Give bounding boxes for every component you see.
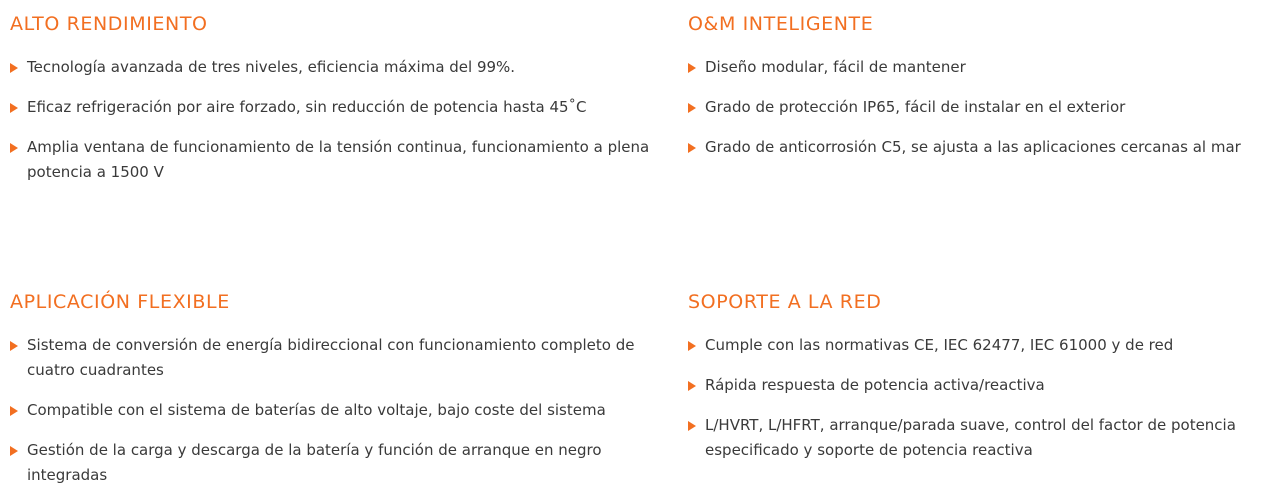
right-triangle-icon (688, 63, 696, 73)
list-item (10, 333, 650, 383)
right-triangle-icon (688, 103, 696, 113)
list-item (10, 398, 650, 423)
feature-list (688, 333, 1263, 463)
list-item-text: Tecnología avanzada de tres niveles, eficiencia máxima del 99%. (27, 58, 516, 76)
list-item (688, 55, 1263, 80)
list-item (688, 413, 1263, 463)
list-item-text: Diseño modular, fácil de mantener (705, 58, 966, 76)
list-item-text: Grado de anticorrosión C5, se ajusta a las aplicaciones cercanas al mar (705, 138, 1241, 156)
list-item-text: Eficaz refrigeración por aire forzado, sin reducción de potencia hasta 45˚C (27, 98, 587, 116)
right-triangle-icon (10, 406, 18, 416)
right-triangle-icon (10, 103, 18, 113)
feature-list (688, 55, 1263, 160)
feature-list (10, 55, 650, 185)
section-om-inteligente (688, 10, 1263, 175)
list-item (688, 135, 1263, 160)
section-heading: SOPORTE A LA RED (688, 291, 882, 313)
section-soporte-a-la-red (688, 288, 1263, 478)
right-triangle-icon (688, 381, 696, 391)
list-item-text: Compatible con el sistema de baterías de alto voltaje, bajo coste del sistema (27, 401, 606, 419)
list-item (10, 438, 650, 488)
feature-list (10, 333, 650, 488)
section-alto-rendimiento (10, 10, 650, 200)
right-triangle-icon (10, 341, 18, 351)
list-item-text: Cumple con las normativas CE, IEC 62477, IEC 61000 y de red (705, 336, 1174, 354)
list-item-text: L/HVRT, L/HFRT, arranque/parada suave, control del factor de potencia especificado y soporte de potencia reactiva (705, 416, 1236, 459)
right-triangle-icon (10, 446, 18, 456)
right-triangle-icon (10, 63, 18, 73)
right-triangle-icon (10, 143, 18, 153)
list-item (10, 95, 650, 120)
section-heading: ALTO RENDIMIENTO (10, 13, 208, 35)
right-triangle-icon (688, 341, 696, 351)
list-item (688, 95, 1263, 120)
list-item-text: Grado de protección IP65, fácil de instalar en el exterior (705, 98, 1126, 116)
right-triangle-icon (688, 143, 696, 153)
list-item (688, 373, 1263, 398)
list-item (10, 55, 650, 80)
list-item (10, 135, 650, 185)
section-heading: APLICACIÓN FLEXIBLE (10, 291, 230, 313)
list-item-text: Sistema de conversión de energía bidireccional con funcionamiento completo de cuatro cuadrantes (27, 336, 635, 379)
right-triangle-icon (688, 421, 696, 431)
list-item-text: Amplia ventana de funcionamiento de la tensión continua, funcionamiento a plena potencia a 1500 V (27, 138, 650, 181)
section-heading: O&M INTELIGENTE (688, 13, 874, 35)
section-aplicacion-flexible (10, 288, 650, 503)
list-item-text: Rápida respuesta de potencia activa/reactiva (705, 376, 1045, 394)
list-item-text: Gestión de la carga y descarga de la batería y función de arranque en negro integradas (27, 441, 602, 484)
list-item (688, 333, 1263, 358)
